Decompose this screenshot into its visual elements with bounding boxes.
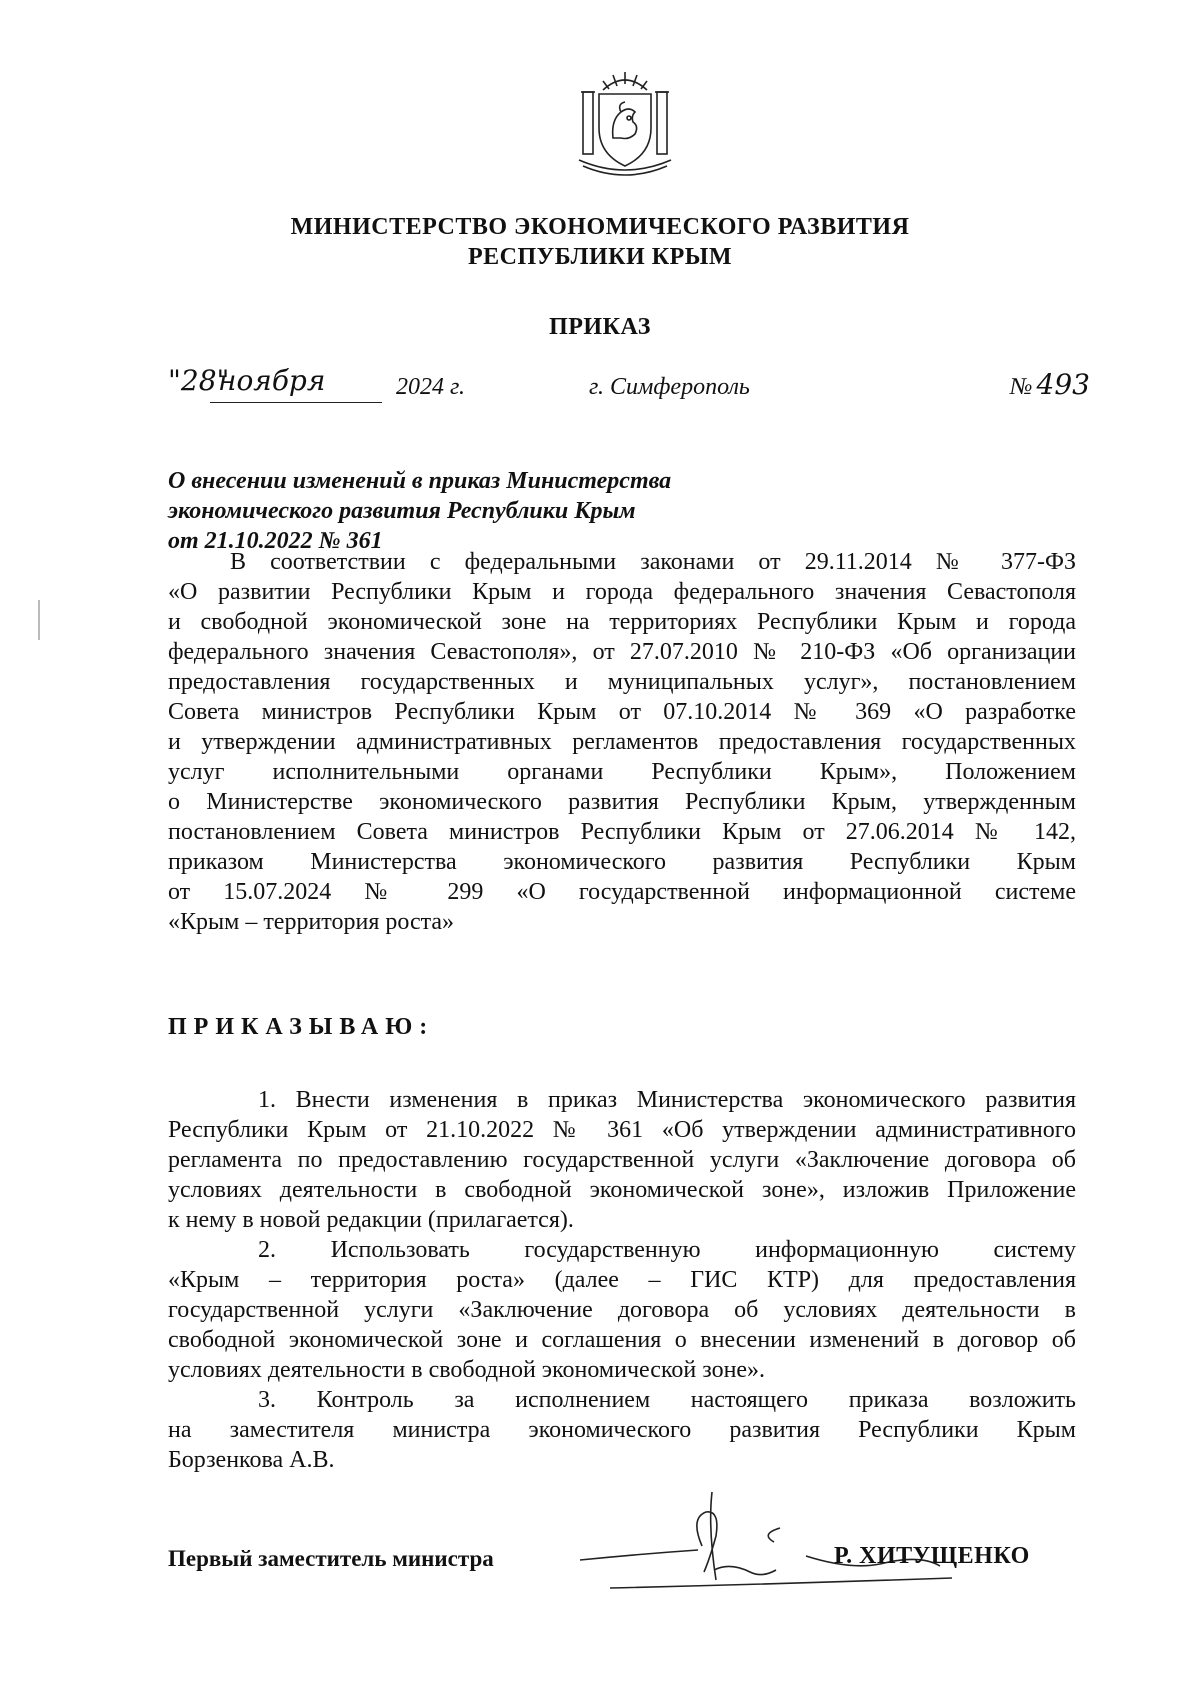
text-line: и утверждении административных регламентов предоставления государственных (168, 729, 1076, 755)
text-line: государственной услуги «Заключение договора об условиях деятельности в (168, 1297, 1076, 1323)
signatory-title: Первый заместитель министра (168, 1546, 494, 1571)
subject-line: от 21.10.2022 № 361 (168, 528, 383, 554)
text-line: к нему в новой редакции (прилагается). (168, 1207, 574, 1233)
document-subject (168, 466, 788, 556)
crimea-coat-of-arms-icon (573, 68, 677, 180)
text-line: «Крым – территория роста» (168, 909, 455, 935)
date-year: 2024 г. (396, 374, 466, 400)
text-line: 2. Использовать государственную информационную систему (258, 1237, 1076, 1263)
city: г. Симферополь (589, 374, 750, 400)
text-line: услуг исполнительными органами Республики Крым», Положением (168, 759, 1076, 785)
document-number (1010, 368, 1090, 401)
preamble-paragraph (168, 547, 1076, 937)
text-line: 3. Контроль за исполнением настоящего приказа возложить (258, 1387, 1076, 1413)
org-name-line2: РЕСПУБЛИКИ КРЫМ (468, 244, 732, 270)
text-line: условиях деятельности в свободной экономической зоне», изложив Приложение (168, 1177, 1076, 1203)
signatory-name: Р. ХИТУЩЕНКО (834, 1543, 1030, 1569)
text-line: Республики Крым от 21.10.2022 № 361 «Об утверждении административного (168, 1117, 1076, 1143)
subject-line: О внесении изменений в приказ Министерства (168, 468, 672, 494)
decree-word: ПРИКАЗЫВАЮ: (168, 1014, 435, 1040)
text-line: условиях деятельности в свободной экономической зоне». (168, 1357, 766, 1383)
text-line: на заместителя министра экономического развития Республики Крым (168, 1417, 1076, 1443)
text-line: приказом Министерства экономического развития Республики Крым (168, 849, 1076, 875)
item-1 (168, 1085, 1076, 1235)
item-2 (168, 1235, 1076, 1385)
text-line: Совета министров Республики Крым от 07.10.2014 № 369 «О разработке (168, 699, 1076, 725)
date-month: ноября (218, 364, 326, 397)
org-name-line1: МИНИСТЕРСТВО ЭКОНОМИЧЕСКОГО РАЗВИТИЯ (290, 214, 910, 240)
text-line: «О развитии Республики Крым и города федерального значения Севастополя (168, 579, 1076, 605)
text-line: 1. Внести изменения в приказ Министерства экономического развития (258, 1087, 1076, 1113)
document-type: ПРИКАЗ (549, 314, 651, 340)
scan-edge-mark (38, 600, 40, 640)
text-line: регламента по предоставлению государственной услуги «Заключение договора об (168, 1147, 1076, 1173)
text-line: предоставления государственных и муниципальных услуг», постановлением (168, 669, 1076, 695)
text-line: от 15.07.2024 № 299 «О государственной информационной системе (168, 879, 1076, 905)
text-line: и свободной экономической зоне на территориях Республики Крым и города (168, 609, 1076, 635)
text-line: федерального значения Севастополя», от 27.07.2010 № 210-ФЗ «Об организации (168, 639, 1076, 665)
date-day: "28" (168, 364, 230, 397)
subject-line: экономического развития Республики Крым (168, 498, 636, 524)
number-label: № (1009, 374, 1033, 400)
text-line: Борзенкова А.В. (168, 1447, 335, 1473)
date-line (164, 364, 1090, 412)
number-value: 493 (1036, 368, 1090, 401)
text-line: В соответствии с федеральными законами от 29.11.2014 № 377-ФЗ (230, 549, 1076, 575)
text-line: о Министерстве экономического развития Республики Крым, утвержденным (168, 789, 1076, 815)
date-underline (210, 402, 382, 403)
item-3 (168, 1385, 1076, 1475)
text-line: постановлением Совета министров Республики Крым от 27.06.2014 № 142, (168, 819, 1076, 845)
text-line: «Крым – территория роста» (далее – ГИС КТР) для предоставления (168, 1267, 1076, 1293)
text-line: свободной экономической зоне и соглашения о внесении изменений в договор об (168, 1327, 1076, 1353)
